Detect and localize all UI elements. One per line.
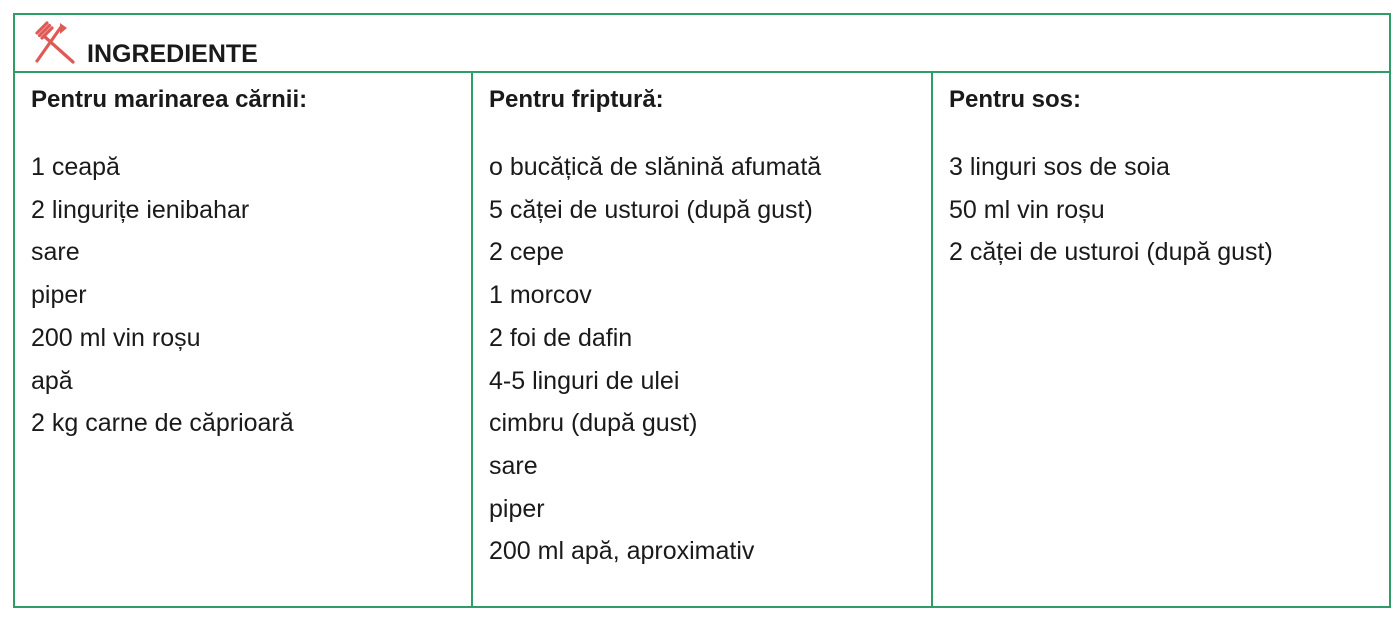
list-item: 3 linguri sos de soia: [949, 153, 1170, 181]
list-item: 50 ml vin roșu: [949, 195, 1105, 224]
list-item: 4-5 linguri de ulei: [489, 366, 680, 395]
list-item: 200 ml vin roșu: [31, 323, 201, 352]
column-heading: Pentru friptură:: [489, 86, 664, 113]
fork-knife-icon: [31, 19, 77, 65]
column-heading: Pentru sos:: [949, 86, 1082, 113]
list-item: piper: [31, 281, 87, 310]
column-heading: Pentru marinarea cărnii:: [31, 86, 308, 113]
list-item: 2 cepe: [489, 238, 565, 267]
list-item: 1 ceapă: [31, 153, 120, 181]
ingredient-list: [489, 146, 821, 573]
column-roast: [473, 73, 933, 606]
list-item: 5 căței de usturoi (după gust): [489, 195, 813, 224]
ingredient-list: [31, 146, 294, 445]
list-item: 1 morcov: [489, 281, 592, 310]
ingredients-header: [15, 15, 1389, 73]
list-item: sare: [489, 451, 538, 480]
list-item: piper: [489, 494, 545, 523]
list-item: apă: [31, 366, 73, 395]
ingredients-box: [13, 13, 1391, 608]
column-sauce: [933, 73, 1389, 606]
list-item: sare: [31, 238, 80, 267]
column-marinade: [15, 73, 473, 606]
section-title: INGREDIENTE: [87, 40, 258, 68]
list-item: 2 kg carne de căprioară: [31, 409, 294, 438]
list-item: 2 lingurițe ienibahar: [31, 195, 250, 224]
list-item: 2 căței de usturoi (după gust): [949, 238, 1273, 267]
ingredient-list: [949, 146, 1273, 274]
list-item: cimbru (după gust): [489, 409, 698, 438]
list-item: 200 ml apă, aproximativ: [489, 537, 755, 566]
list-item: 2 foi de dafin: [489, 323, 633, 352]
list-item: o bucățică de slănină afumată: [489, 153, 822, 181]
